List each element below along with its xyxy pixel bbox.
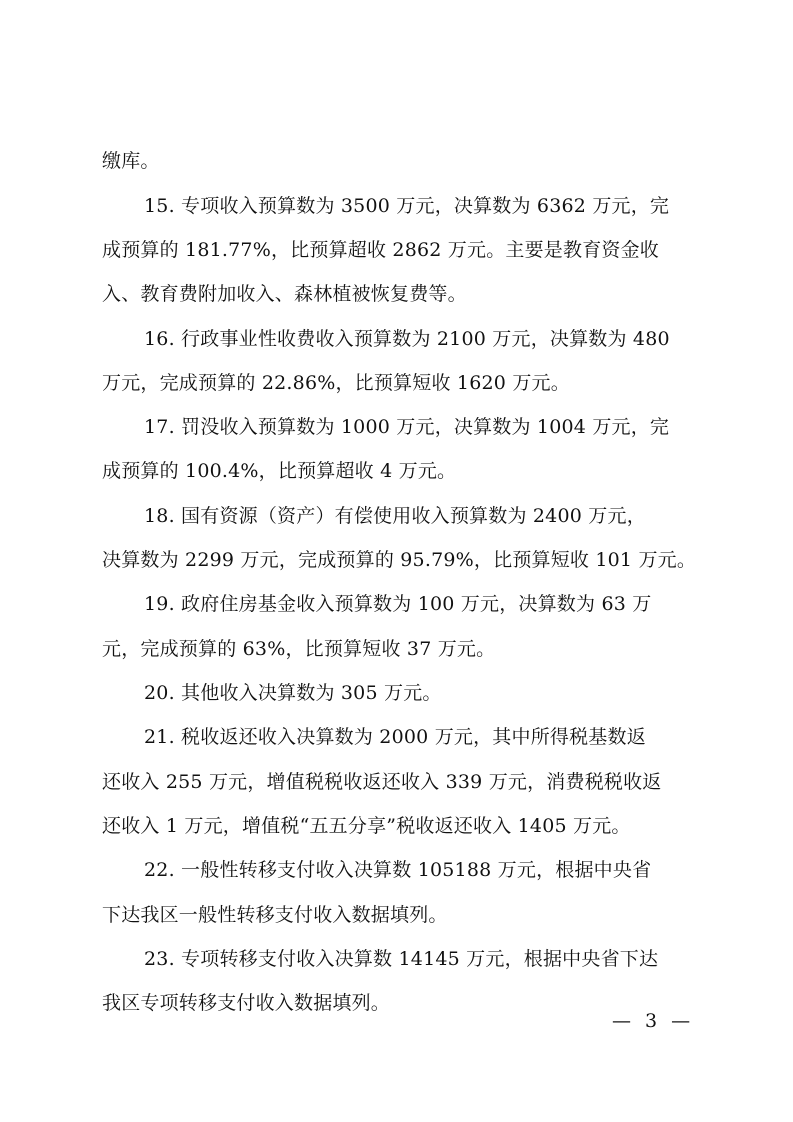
- item-16-line-1: 16. 行政事业性收费收入预算数为 2100 万元，决算数为 480: [144, 328, 670, 350]
- item-19-line-2: 元，完成预算的 63%，比预算短收 37 万元。: [102, 638, 496, 660]
- item-22-line-2: 下达我区一般性转移支付收入数据填列。: [102, 904, 448, 926]
- item-19-line-1: 19. 政府住房基金收入预算数为 100 万元，决算数为 63 万: [144, 593, 652, 615]
- item-21-line-1: 21. 税收返还收入决算数为 2000 万元，其中所得税基数返: [144, 726, 646, 748]
- item-17-line-2: 成预算的 100.4%，比预算超收 4 万元。: [102, 460, 457, 482]
- item-17-line-1: 17. 罚没收入预算数为 1000 万元，决算数为 1004 万元，完: [144, 416, 670, 438]
- item-15-line-2: 成预算的 181.77%，比预算超收 2862 万元。主要是教育资金收: [102, 239, 660, 261]
- item-16-line-2: 万元，完成预算的 22.86%，比预算短收 1620 万元。: [102, 372, 570, 394]
- item-18-line-2: 决算数为 2299 万元，完成预算的 95.79%，比预算短收 101 万元。: [102, 549, 697, 571]
- item-23-line-2: 我区专项转移支付收入数据填列。: [102, 992, 391, 1014]
- item-18-line-1: 18. 国有资源（资产）有偿使用收入预算数为 2400 万元，: [144, 505, 646, 527]
- page-number: — 3 —: [612, 1010, 695, 1032]
- item-21-line-2: 还收入 255 万元，增值税税收返还收入 339 万元，消费税税收返: [102, 771, 662, 793]
- text-line: 缴库。: [102, 150, 160, 172]
- item-23-line-1: 23. 专项转移支付收入决算数 14145 万元，根据中央省下达: [144, 948, 659, 970]
- item-15-line-1: 15. 专项收入预算数为 3500 万元，决算数为 6362 万元，完: [144, 195, 670, 217]
- item-21-line-3: 还收入 1 万元，增值税“五五分享”税收返还收入 1405 万元。: [102, 815, 631, 837]
- item-15-line-3: 入、教育费附加收入、森林植被恢复费等。: [102, 283, 467, 305]
- item-22-line-1: 22. 一般性转移支付收入决算数 105188 万元，根据中央省: [144, 859, 652, 881]
- item-20-line-1: 20. 其他收入决算数为 305 万元。: [144, 682, 442, 704]
